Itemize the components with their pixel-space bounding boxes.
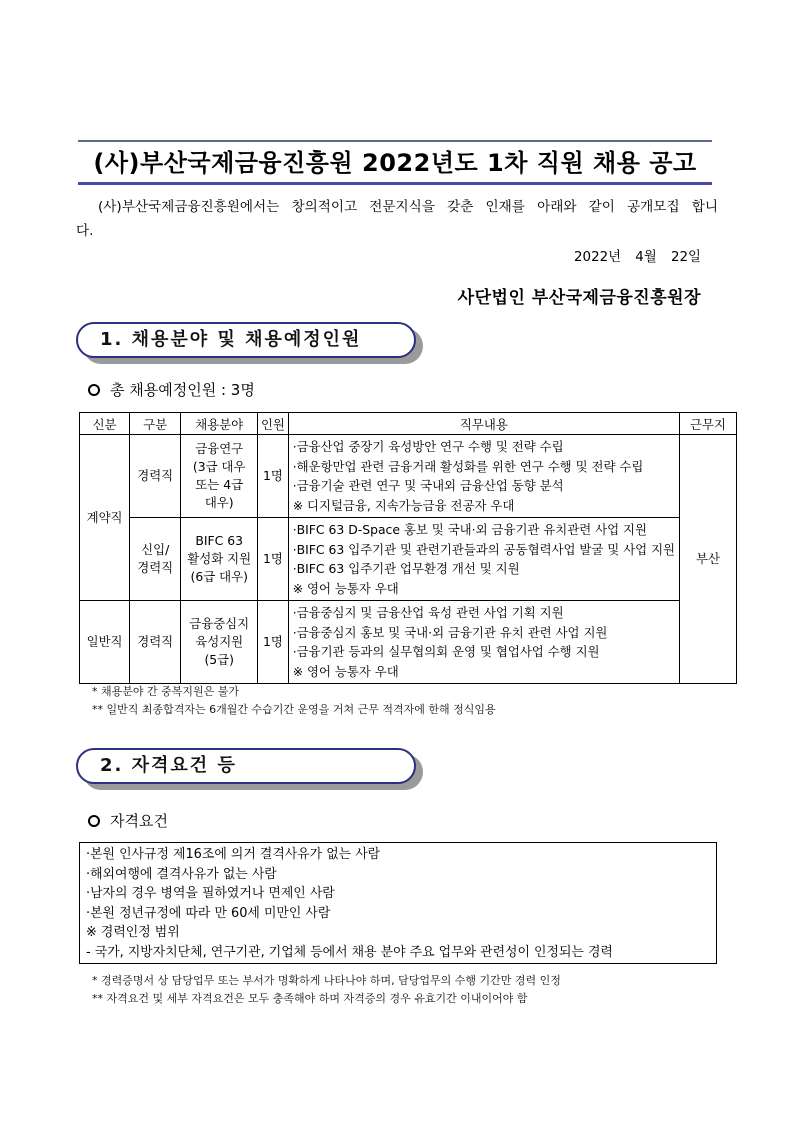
intro-paragraph: (사)부산국제금융진흥원에서는 창의적이고 전문지식을 갖춘 인재를 아래와 같이 공개모집 합니다. xyxy=(76,199,718,239)
section2-heading-text: 2. 자격요건 등 xyxy=(100,755,237,776)
section2-bullet-text: 자격요건 xyxy=(110,812,168,830)
recruitment-table xyxy=(79,412,737,684)
issuer-name: 사단법인 부산국제금융진흥원장 xyxy=(457,288,701,308)
qualification-item: ※ 경력인정 범위 xyxy=(86,925,180,941)
header-status: 신분 xyxy=(80,413,130,435)
circle-bullet-icon xyxy=(88,815,100,827)
section1-heading-text: 1. 채용분야 및 채용예정인원 xyxy=(100,329,362,350)
note-line: ** 일반직 최종합격자는 6개월간 수습기간 운영을 거쳐 근무 적격자에 한해 정식임용 xyxy=(92,703,496,716)
count-cell: 1명 xyxy=(258,601,289,684)
header-location: 근무지 xyxy=(680,413,737,435)
qualification-item: ·남자의 경우 병역을 필하였거나 면제인 사람 xyxy=(86,886,335,902)
section2-bullet xyxy=(88,810,168,831)
title-rule-bottom xyxy=(78,182,712,185)
section1-bullet-text: 총 채용예정인원 : 3명 xyxy=(110,381,255,399)
section2-notes xyxy=(92,972,561,1008)
qualification-item: ·본원 인사규정 제16조에 의거 결격사유가 없는 사람 xyxy=(86,847,381,862)
header-category: 구분 xyxy=(130,413,181,435)
section1-bullet xyxy=(88,379,255,400)
note-line: * 채용분야 간 중복지원은 불가 xyxy=(92,685,239,698)
field-cell: 금융중심지 육성지원 (5급) xyxy=(181,601,258,684)
table-row xyxy=(80,518,737,601)
circle-bullet-icon xyxy=(88,384,100,396)
category-cell: 신입/ 경력직 xyxy=(130,518,181,601)
page-title: (사)부산국제금융진흥원 2022년도 1차 직원 채용 공고 xyxy=(93,149,697,177)
note-line: ** 자격요건 및 세부 자격요건은 모두 충족해야 하며 자격증의 경우 유효기간 이내이어야 함 xyxy=(92,992,528,1005)
section1-notes xyxy=(92,683,496,719)
duties-cell: ·금융중심지 및 금융산업 육성 관련 사업 기획 지원 ·금융중심지 홍보 및 국내·외 금융기관 유치 관련 사업 지원 ·금융기관 등과의 실무협의회 운영 및 협업사업 수행 지원 ※ 영어 능통자 우대 xyxy=(288,601,679,684)
qualification-item: ·해외여행에 결격사유가 없는 사람 xyxy=(86,866,277,882)
header-field: 채용분야 xyxy=(181,413,258,435)
duties-cell: ·BIFC 63 D-Space 홍보 및 국내·외 금융기관 유치관련 사업 지원 ·BIFC 63 입주기관 및 관련기관들과의 공동협력사업 발굴 및 사업 지원 ·BIFC 63 입주기관 업무환경 개선 및 지원 ※ 영어 능통자 우대 xyxy=(288,518,679,601)
title-block xyxy=(78,140,712,185)
status-cell-general: 일반직 xyxy=(80,601,130,684)
count-cell: 1명 xyxy=(258,435,289,518)
table-header-row xyxy=(80,413,737,435)
field-cell: BIFC 63 활성화 지원 (6급 대우) xyxy=(181,518,258,601)
qualification-item: ·본원 정년규정에 따라 만 60세 미만인 사람 xyxy=(86,905,331,921)
location-cell: 부산 xyxy=(680,435,737,684)
table-row xyxy=(80,435,737,518)
section1-heading xyxy=(76,322,428,364)
section2-heading xyxy=(76,748,428,790)
header-count: 인원 xyxy=(258,413,289,435)
category-cell: 경력직 xyxy=(130,601,181,684)
note-line: * 경력증명서 상 담당업무 또는 부서가 명확하게 나타나야 하며, 담당업무의 수행 기간만 경력 인정 xyxy=(92,974,561,987)
category-cell: 경력직 xyxy=(130,435,181,518)
table-row xyxy=(80,601,737,684)
count-cell: 1명 xyxy=(258,518,289,601)
status-cell-contract: 계약직 xyxy=(80,435,130,601)
qualification-box xyxy=(79,842,717,964)
qualification-item: - 국가, 지방자치단체, 연구기관, 기업체 등에서 채용 분야 주요 업무와 관련성이 인정되는 경력 xyxy=(86,944,613,960)
notice-date: 2022년 4월 22일 xyxy=(574,250,701,265)
duties-cell: ·금융산업 중장기 육성방안 연구 수행 및 전략 수립 ·해운항만업 관련 금융거래 활성화를 위한 연구 수행 및 전략 수립 ·금융기술 관련 연구 및 국내외 금융산업 동향 분석 ※ 디지털금융, 지속가능금융 전공자 우대 xyxy=(288,435,679,518)
field-cell: 금융연구 (3급 대우 또는 4급 대우) xyxy=(181,435,258,518)
header-duties: 직무내용 xyxy=(288,413,679,435)
